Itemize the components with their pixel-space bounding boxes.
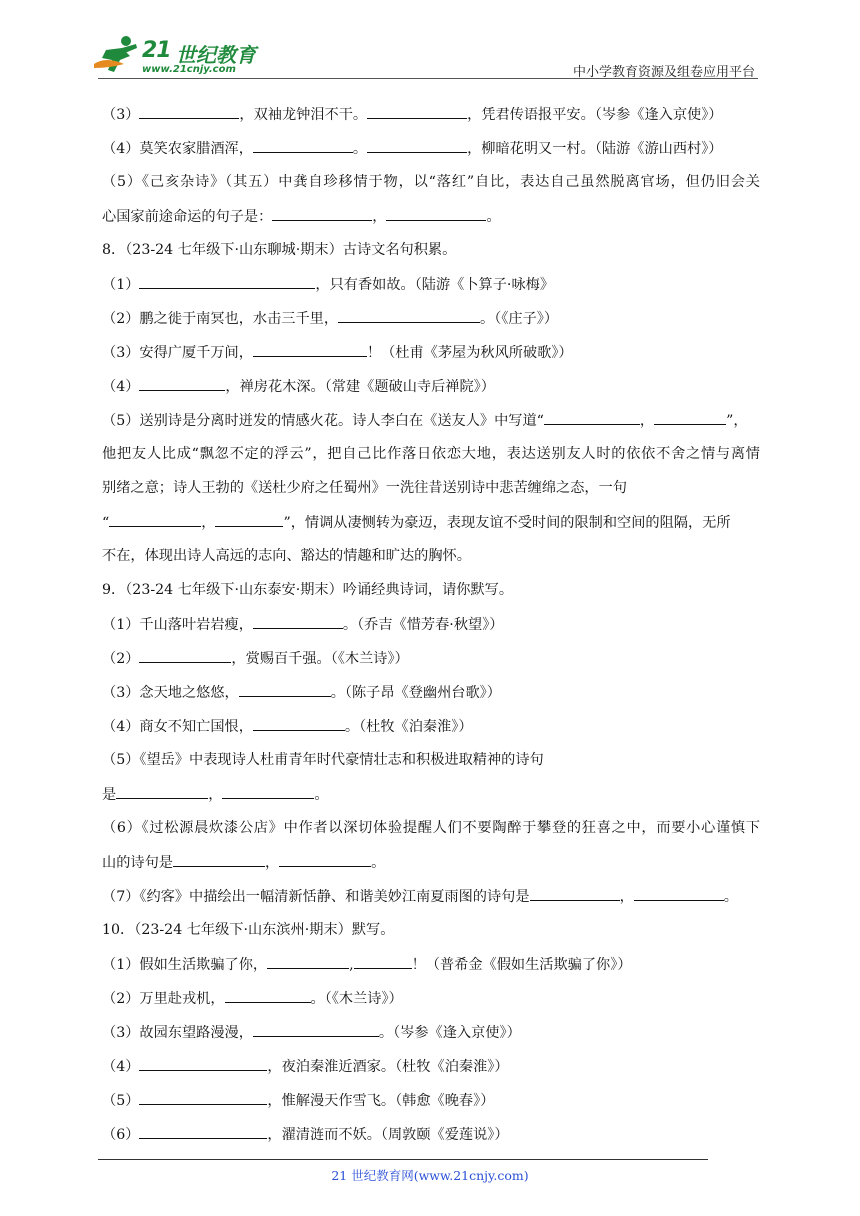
item-text: , (349, 957, 354, 973)
q7-item-5-line1: （5）《己亥杂诗》（其五）中龚自珍移情于物，以“落红”自比，表达自己虽然脱离官场，但仍旧会关 (102, 174, 760, 190)
item-label: （4） (102, 1059, 140, 1075)
answer-blank[interactable] (279, 852, 371, 867)
q9-item-2 (102, 648, 409, 669)
q9-item-3 (102, 682, 501, 703)
runner-logo-icon (92, 34, 142, 78)
q9-item-1 (102, 614, 503, 635)
answer-blank[interactable] (222, 784, 314, 799)
item-text: （1）假如生活欺骗了你， (102, 957, 268, 973)
item-text: ！（杜甫《茅屋为秋风所破歌》） (366, 345, 573, 361)
item-text: （5）送别诗是分离时迸发的情感火花。诗人李白在《送友人》中写道“ (102, 413, 544, 429)
item-text: （3）念天地之悠悠， (102, 685, 239, 701)
item-label: （5） (102, 1093, 140, 1109)
q7-item-5-line2 (102, 206, 501, 227)
q8-heading: 8．（23-24 七年级下·山东聊城·期末）古诗文名句积累。 (102, 242, 457, 258)
answer-blank[interactable] (253, 138, 353, 153)
item-text: 。 (486, 209, 501, 225)
q10-heading: 10．（23-24 七年级下·山东滨州·期末）默写。 (102, 922, 395, 938)
logo-url: www.21cnjy.com (142, 64, 236, 75)
answer-blank[interactable] (139, 1090, 267, 1105)
q9-item-6-line2 (102, 852, 385, 873)
item-text: （1）千山落叶岩岩瘦， (102, 617, 253, 633)
answer-blank[interactable] (386, 206, 486, 221)
answer-blank[interactable] (253, 716, 345, 731)
answer-blank[interactable] (215, 512, 283, 527)
q10-item-3 (102, 1022, 521, 1043)
answer-blank[interactable] (253, 614, 343, 629)
q9-item-7 (102, 886, 738, 907)
q9-item-5-line2 (102, 784, 329, 805)
platform-tagline: 中小学教育资源及组卷应用平台 (572, 65, 755, 80)
item-text: 。（岑参《逢入京使》） (378, 1025, 521, 1041)
item-text: 。 (314, 787, 329, 803)
answer-blank[interactable] (272, 206, 372, 221)
item-text: （2）万里赴戎机， (102, 991, 225, 1007)
item-text: ！（普希金《假如生活欺骗了你》） (411, 957, 632, 973)
item-text: ，赏赐百千强。（《木兰诗》） (231, 651, 409, 667)
item-text: 。 (371, 855, 386, 871)
item-text: 。（杜牧《泊秦淮》） (344, 719, 473, 735)
item-text: ，夜泊秦淮近酒家。（杜牧《泊秦淮》） (267, 1059, 509, 1075)
item-text: ，禅房花木深。（常建《题破山寺后禅院》） (225, 379, 495, 395)
answer-blank[interactable] (544, 410, 640, 425)
item-label: （3） (102, 107, 140, 123)
footer-divider (98, 1159, 708, 1160)
brand-logo[interactable] (92, 34, 262, 78)
answer-blank[interactable] (139, 1124, 267, 1139)
q9-item-5-line1: （5）《望岳》中表现诗人杜甫青年时代豪情壮志和积极进取精神的诗句 (102, 752, 544, 768)
item-label: （2） (102, 651, 140, 667)
answer-blank[interactable] (530, 886, 620, 901)
item-label: （6） (102, 1127, 140, 1143)
item-text: ， (372, 209, 387, 225)
item-text: 。 (352, 141, 368, 157)
q8-item-2 (102, 308, 558, 329)
answer-blank[interactable] (253, 342, 367, 357)
item-text: ， (264, 855, 280, 871)
answer-blank[interactable] (239, 682, 331, 697)
item-text: （2）鹏之徙于南冥也，水击三千里， (102, 311, 339, 327)
item-text: ，双袖龙钟泪不干。 (239, 107, 368, 123)
q8-item-5-line3: 别绪之意；诗人王勃的《送杜少府之任蜀州》一洗往昔送别诗中悲苦缠绵之态，一句 (102, 480, 627, 496)
answer-blank[interactable] (139, 376, 225, 391)
item-text: ，濯清涟而不妖。（周敦颐《爱莲说》） (267, 1127, 509, 1143)
answer-blank[interactable] (338, 308, 480, 323)
q8-item-4 (102, 376, 495, 397)
q10-item-6 (102, 1124, 509, 1145)
answer-blank[interactable] (173, 852, 265, 867)
logo-number: 21 (142, 38, 171, 63)
item-text: （4）商女不知亡国恨， (102, 719, 253, 735)
answer-blank[interactable] (367, 104, 467, 119)
item-text: （4）莫笑农家腊酒浑， (102, 141, 253, 157)
answer-blank[interactable] (139, 274, 315, 289)
item-text: ，只有香如故。（陆游《卜算子·咏梅》 (315, 277, 555, 293)
answer-blank[interactable] (267, 954, 349, 969)
answer-blank[interactable] (139, 104, 239, 119)
item-text: 。 (723, 889, 738, 905)
item-text: ”， (726, 413, 748, 429)
q8-item-1 (102, 274, 554, 295)
answer-blank[interactable] (354, 954, 412, 969)
answer-blank[interactable] (109, 512, 201, 527)
q9-heading: 9．（23-24 七年级下·山东泰安·期末）吟诵经典诗词，请你默写。 (102, 582, 514, 598)
item-text: （7）《约客》中描绘出一幅清新恬静、和谐美妙江南夏雨图的诗句是 (102, 889, 530, 905)
item-label: （1） (102, 277, 140, 293)
item-text: ”，情调从凄恻转为豪迈，表现友谊不受时间的限制和空间的阻隔，无所 (283, 515, 731, 531)
q10-item-1 (102, 954, 632, 975)
answer-blank[interactable] (654, 410, 726, 425)
header-divider (98, 78, 758, 79)
answer-blank[interactable] (116, 784, 208, 799)
q10-item-5 (102, 1090, 494, 1111)
answer-blank[interactable] (634, 886, 724, 901)
q8-item-5-line2: 他把友人比成“飘忽不定的浮云”，把自己比作落日依恋大地，表达送别友人时的依依不舍之情与离情 (102, 446, 760, 462)
item-text: ， (639, 413, 655, 429)
answer-blank[interactable] (139, 1056, 267, 1071)
item-text: ，凭君传语报平安。（岑参《逢入京使》） (467, 107, 723, 123)
q9-item-4 (102, 716, 473, 737)
q8-item-5-line1 (102, 410, 748, 431)
q7-item-4 (102, 138, 722, 159)
logo-text: 世纪教育 (176, 43, 256, 67)
answer-blank[interactable] (139, 648, 231, 663)
q8-item-5-line5: 不在，体现出诗人高远的志向、豁达的情趣和旷达的胸怀。 (102, 548, 471, 564)
item-text: ，惟解漫天作雪飞。（韩愈《晚春》） (267, 1093, 495, 1109)
item-text: 。（《庄子》） (480, 311, 559, 327)
answer-blank[interactable] (225, 988, 311, 1003)
item-text: 。（陈子昂《登幽州台歌》） (330, 685, 501, 701)
item-text: ， (619, 889, 634, 905)
q9-item-6-line1: （6）《过松源晨炊漆公店》中作者以深切体验提醒人们不要陶醉于攀登的狂喜之中，而要小心谨慎下 (102, 820, 760, 836)
item-text: “ (102, 515, 110, 531)
answer-blank[interactable] (367, 138, 467, 153)
item-text: ，柳暗花明又一村。（陆游《游山西村》） (467, 141, 723, 157)
item-text: 。（《木兰诗》） (310, 991, 403, 1007)
page-header (0, 0, 860, 80)
q10-item-2 (102, 988, 403, 1009)
item-text: 心国家前途命运的句子是： (102, 209, 273, 225)
item-text: 是 (102, 787, 117, 803)
q8-item-5-line4 (102, 512, 731, 533)
item-text: ， (208, 787, 223, 803)
item-text: 山的诗句是 (102, 855, 173, 871)
item-text: （3）故园东望路漫漫， (102, 1025, 253, 1041)
q8-item-3 (102, 342, 573, 363)
footer-link[interactable]: 21 世纪教育网(www.21cnjy.com) (331, 1168, 529, 1183)
q10-item-4 (102, 1056, 509, 1077)
q7-item-3 (102, 104, 722, 125)
item-text: ， (201, 515, 216, 531)
item-label: （4） (102, 379, 140, 395)
item-text: （3）安得广厦千万间， (102, 345, 253, 361)
answer-blank[interactable] (253, 1022, 379, 1037)
item-text: 。（乔吉《惜芳春·秋望》） (342, 617, 504, 633)
